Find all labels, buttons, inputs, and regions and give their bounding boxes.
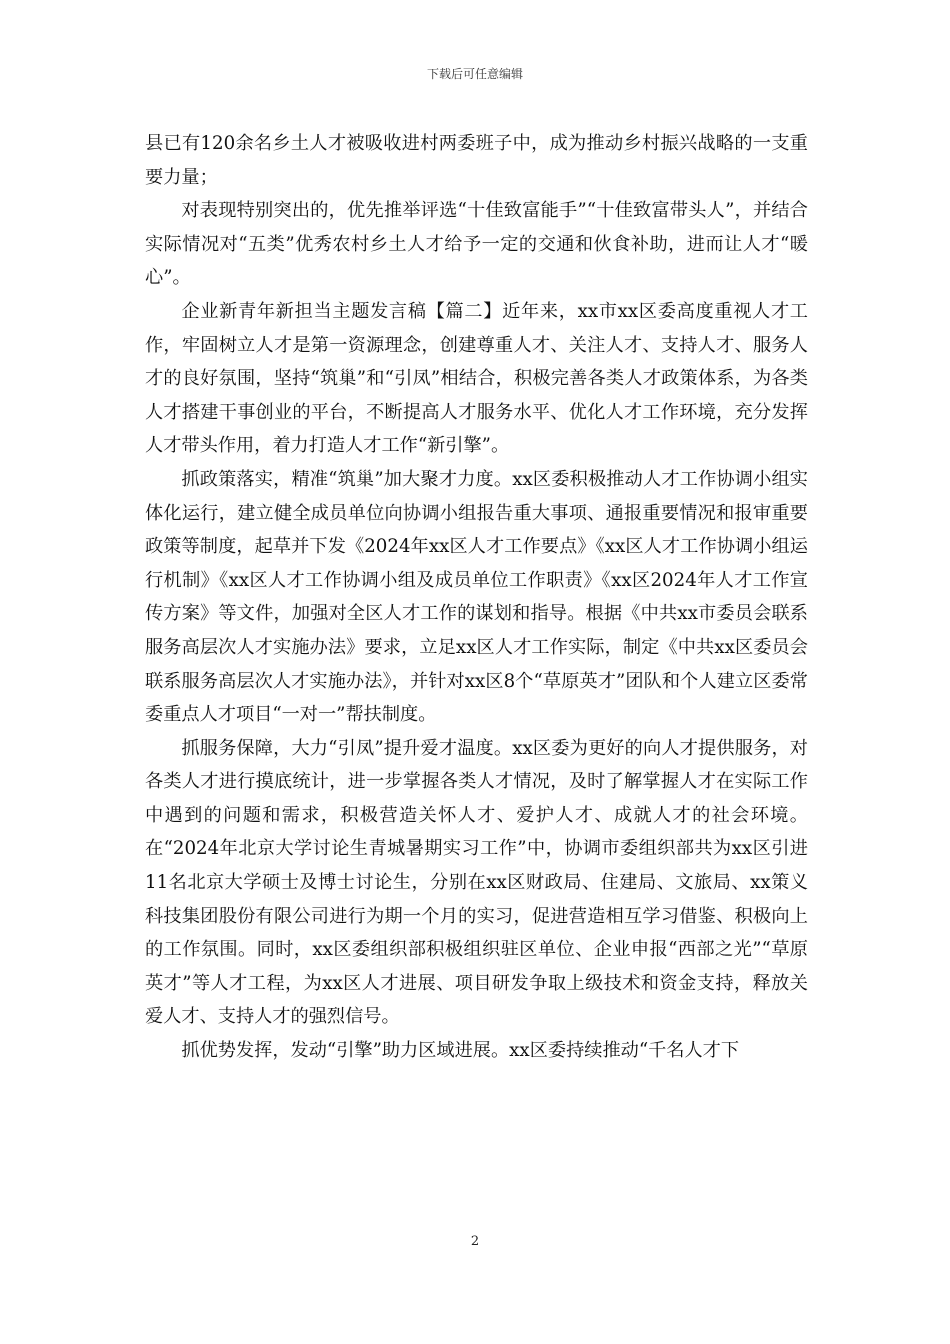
paragraph: 抓政策落实，精准“筑巢”加大聚才力度。xx区委积极推动人才工作协调小组实体化运行，建立健全成员单位向协调小组报告重大事项、通报重要情况和报审重要政策等制度，起草并下发《2024年xx区人才工作要点》《xx区人才工作协调小组运行机制》《xx区人才工作协调小组及成员单位工作职责》《xx区2024年人才工作宣传方案》等文件，加强对全区人才工作的谋划和指导。根据《中共xx市委员会联系服务高层次人才实施办法》要求，立足xx区人才工作实际，制定《中共xx区委员会联系服务高层次人才实施办法》，并针对xx区8个“草原英才”团队和个人建立区委常委重点人才项目“一对一”帮扶制度。 bbox=[145, 468, 808, 726]
paragraph: 抓优势发挥，发动“引擎”助力区域进展。xx区委持续推动“千名人才下 bbox=[181, 1040, 740, 1062]
paragraph: 抓服务保障，大力“引凤”提升爱才温度。xx区委为更好的向人才提供服务，对各类人才进行摸底统计，进一步掌握各类人才情况，及时了解掌握人才在实际工作中遇到的问题和需求，积极营造关怀人才、爱护人才、成就人才的社会环境。在“2024年北京大学讨论生青城暑期实习工作”中，协调市委组织部共为xx区引进11名北京大学硕士及博士讨论生，分别在xx区财政局、住建局、文旅局、xx策义科技集团股份有限公司进行为期一个月的实习，促进营造相互学习借鉴、积极向上的工作氛围。同时，xx区委组织部积极组织驻区单位、企业申报“西部之光”“草原英才”等人才工程，为xx区人才进展、项目研发争取上级技术和资金支持，释放关爱人才、支持人才的强烈信号。 bbox=[145, 737, 808, 1028]
document-body bbox=[145, 127, 808, 1068]
paragraph-continuation: 县已有120余名乡土人才被吸收进村两委班子中，成为推动乡村振兴战略的一支重要力量； bbox=[145, 133, 808, 188]
paragraph: 对表现特别突出的，优先推举评选“十佳致富能手”“十佳致富带头人”，并结合实际情况对“五类”优秀农村乡土人才给予一定的交通和伙食补助，进而让人才“暖心”。 bbox=[145, 200, 808, 289]
paragraph: 企业新青年新担当主题发言稿【篇二】近年来，xx市xx区委高度重视人才工作，牢固树立人才是第一资源理念，创建尊重人才、关注人才、支持人才、服务人才的良好氛围，坚持“筑巢”和“引凤”相结合，积极完善各类人才政策体系，为各类人才搭建干事创业的平台，不断提高人才服务水平、优化人才工作环境，充分发挥人才带头作用，着力打造人才工作“新引擎”。 bbox=[145, 300, 808, 457]
page-header-note: 下载后可任意编辑 bbox=[426, 67, 523, 81]
page-number: 2 bbox=[470, 1234, 480, 1249]
